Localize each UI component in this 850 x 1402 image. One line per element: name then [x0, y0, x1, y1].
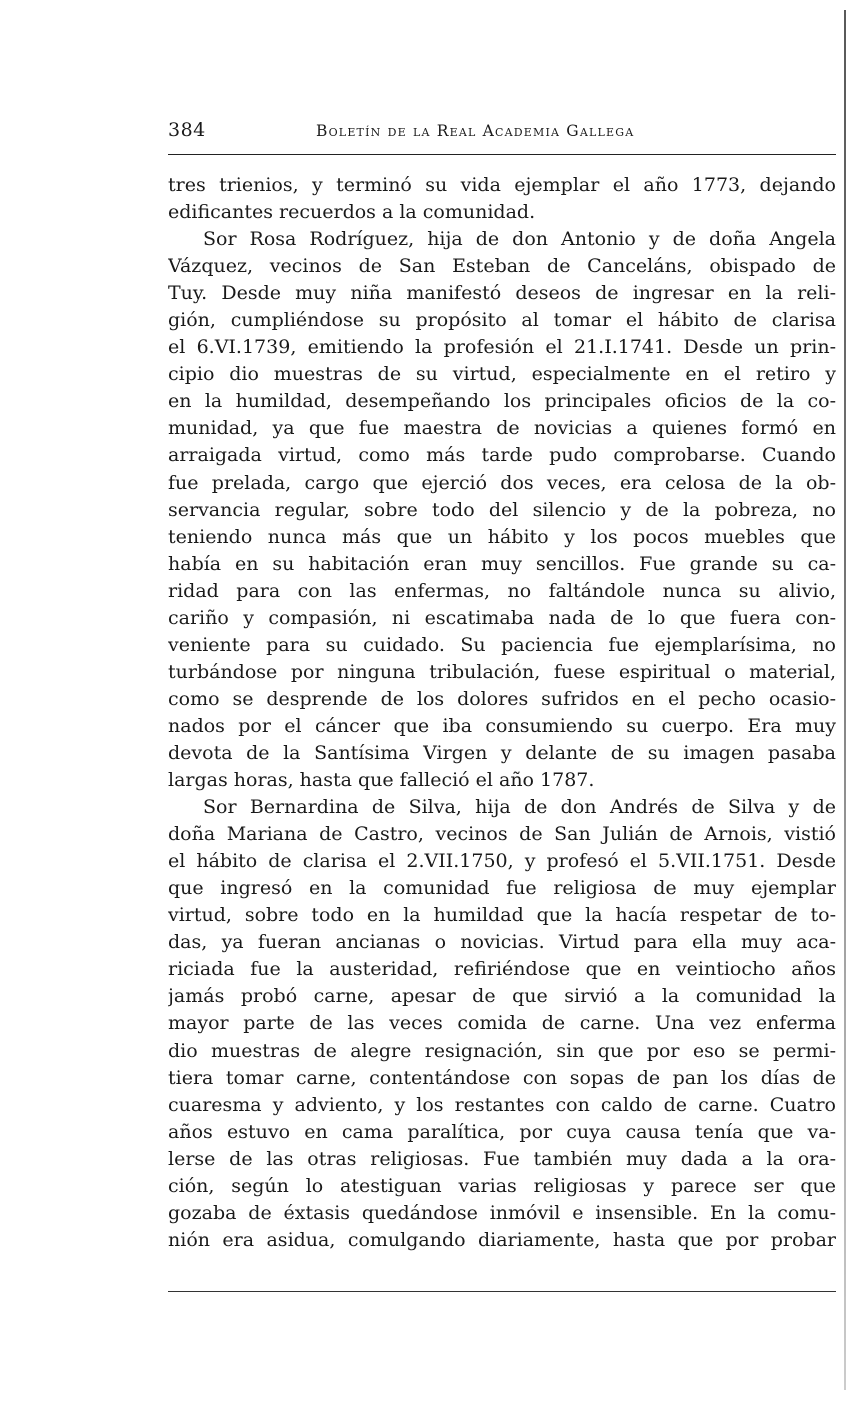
- text-line: riciada fue la austeridad, refiriéndose que en veintiocho años: [168, 958, 836, 981]
- text-line: en la humildad, desempeñando los principales oficios de la co-: [168, 390, 836, 413]
- text-line: devota de la Santísima Virgen y delante de su imagen pasaba: [168, 741, 836, 764]
- text-line: nión era asidua, comulgando diariamente, hasta que por probar: [168, 1228, 836, 1251]
- text-line: tiera tomar carne, contentándose con sopas de pan los días de: [168, 1066, 836, 1089]
- text-line: arraigada virtud, como más tarde pudo comprobarse. Cuando: [168, 444, 836, 467]
- page-number: 384: [168, 119, 206, 141]
- text-line: que ingresó en la comunidad fue religiosa de muy ejemplar: [168, 877, 836, 900]
- page-header: [168, 119, 836, 155]
- text-line: años estuvo en cama paralítica, por cuya causa tenía que va-: [168, 1120, 836, 1143]
- text-line: tres trienios, y terminó su vida ejemplar el año 1773, dejando: [168, 174, 836, 196]
- text-line: ción, según lo atestiguan varias religiosas y parece ser que: [168, 1174, 836, 1197]
- text-line: gión, cumpliéndose su propósito al tomar el hábito de clarisa: [168, 309, 836, 332]
- text-line: gozaba de éxtasis quedándose inmóvil e insensible. En la comu-: [168, 1201, 836, 1224]
- text-line: Sor Rosa Rodríguez, hija de don Antonio y de doña Angela: [203, 228, 836, 251]
- text-line: servancia regular, sobre todo del silencio y de la pobreza, no: [168, 498, 836, 521]
- text-line: edificantes recuerdos a la comunidad.: [168, 201, 536, 224]
- text-line: nados por el cáncer que iba consumiendo su cuerpo. Era muy: [168, 714, 836, 737]
- text-line: teniendo nunca más que un hábito y los pocos muebles que: [168, 525, 836, 548]
- header-rule: [168, 154, 836, 155]
- text-line: virtud, sobre todo en la humildad que la hacía respetar de to-: [168, 904, 836, 927]
- bottom-rule: [168, 1291, 836, 1292]
- text-line: había en su habitación eran muy sencillos. Fue grande su ca-: [168, 552, 836, 575]
- text-line: Vázquez, vecinos de San Esteban de Canceláns, obispado de: [168, 255, 836, 278]
- running-title: Boletín de la Real Academia Gallega: [316, 122, 635, 140]
- text-line: cuaresma y adviento, y los restantes con caldo de carne. Cuatro: [168, 1093, 836, 1116]
- text-line: das, ya fueran ancianas o novicias. Virtud para ella muy aca-: [168, 931, 836, 954]
- text-line: el hábito de clarisa el 2.VII.1750, y profesó el 5.VII.1751. Desde: [168, 850, 836, 873]
- text-line: veniente para su cuidado. Su paciencia fue ejemplarísima, no: [168, 633, 836, 656]
- text-line: fue prelada, cargo que ejerció dos veces, era celosa de la ob-: [168, 471, 836, 494]
- text-line: doña Mariana de Castro, vecinos de San Julián de Arnois, vistió: [168, 823, 836, 846]
- text-line: como se desprende de los dolores sufridos en el pecho ocasio-: [168, 687, 836, 710]
- text-line: dio muestras de alegre resignación, sin que por eso se permi-: [168, 1039, 836, 1062]
- text-line: Tuy. Desde muy niña manifestó deseos de ingresar en la reli-: [168, 282, 836, 305]
- text-line: munidad, ya que fue maestra de novicias a quienes formó en: [168, 417, 836, 440]
- text-line: mayor parte de las veces comida de carne. Una vez enferma: [168, 1012, 836, 1035]
- text-line: Sor Bernardina de Silva, hija de don Andrés de Silva y de: [203, 796, 836, 819]
- body-text: [168, 172, 836, 1254]
- text-line: turbándose por ninguna tribulación, fuese espiritual o material,: [168, 660, 836, 683]
- text-line: lerse de las otras religiosas. Fue también muy dada a la ora-: [168, 1147, 836, 1170]
- scan-edge-mark: [844, 10, 846, 1390]
- text-line: largas horas, hasta que falleció el año 1787.: [168, 769, 595, 792]
- text-line: jamás probó carne, apesar de que sirvió a la comunidad la: [168, 985, 836, 1008]
- text-line: ridad para con las enfermas, no faltándole nunca su alivio,: [168, 579, 836, 602]
- text-line: cipio dio muestras de su virtud, especialmente en el retiro y: [168, 363, 836, 386]
- text-line: cariño y compasión, ni escatimaba nada de lo que fuera con-: [168, 606, 836, 629]
- text-line: el 6.VI.1739, emitiendo la profesión el 21.I.1741. Desde un prin-: [168, 336, 836, 359]
